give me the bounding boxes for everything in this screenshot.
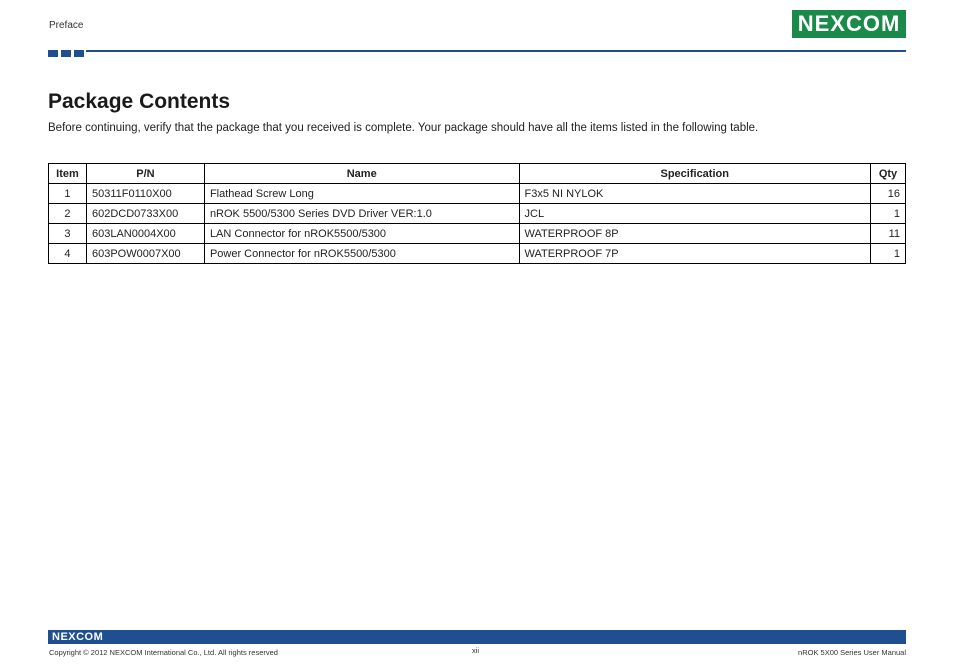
cell-item: 3	[49, 224, 87, 244]
cell-specification: WATERPROOF 7P	[519, 244, 870, 264]
header-squares	[48, 50, 84, 57]
cell-item: 4	[49, 244, 87, 264]
cell-qty: 16	[870, 184, 905, 204]
cell-item: 1	[49, 184, 87, 204]
table-row	[49, 224, 906, 244]
footer-manual-title: nROK 5X00 Series User Manual	[798, 648, 906, 657]
cell-specification: JCL	[519, 204, 870, 224]
footer-copyright: Copyright © 2012 NEXCOM International Co., Ltd. All rights reserved	[49, 648, 278, 657]
header-specification: Specification	[519, 164, 870, 184]
table-row	[49, 244, 906, 264]
table-header-row	[49, 164, 906, 184]
header-pn: P/N	[86, 164, 204, 184]
header-square	[74, 50, 84, 57]
table-row	[49, 184, 906, 204]
cell-item: 2	[49, 204, 87, 224]
cell-name: nROK 5500/5300 Series DVD Driver VER:1.0	[204, 204, 519, 224]
cell-pn: 603LAN0004X00	[86, 224, 204, 244]
footer-logo: NEXCOM	[52, 631, 104, 643]
logo-text: NEXCOM	[797, 11, 901, 36]
cell-qty: 1	[870, 244, 905, 264]
header-item: Item	[49, 164, 87, 184]
cell-name: Flathead Screw Long	[204, 184, 519, 204]
cell-pn: 603POW0007X00	[86, 244, 204, 264]
footer-page-number: xii	[472, 646, 480, 655]
header-rule	[86, 50, 906, 52]
header-name: Name	[204, 164, 519, 184]
package-contents-table	[48, 163, 906, 264]
cell-specification: F3x5 NI NYLOK	[519, 184, 870, 204]
header-qty: Qty	[870, 164, 905, 184]
cell-name: LAN Connector for nROK5500/5300	[204, 224, 519, 244]
footer-bar	[48, 630, 906, 644]
cell-pn: 50311F0110X00	[86, 184, 204, 204]
intro-paragraph: Before continuing, verify that the package that you received is complete. Your package should have all the items listed in the following table.	[48, 122, 759, 134]
cell-qty: 11	[870, 224, 905, 244]
nexcom-logo	[792, 10, 906, 38]
table-row	[49, 204, 906, 224]
cell-specification: WATERPROOF 8P	[519, 224, 870, 244]
cell-name: Power Connector for nROK5500/5300	[204, 244, 519, 264]
cell-pn: 602DCD0733X00	[86, 204, 204, 224]
header-square	[48, 50, 58, 57]
page-title: Package Contents	[48, 90, 231, 113]
cell-qty: 1	[870, 204, 905, 224]
section-label: Preface	[49, 20, 84, 31]
header-square	[61, 50, 71, 57]
